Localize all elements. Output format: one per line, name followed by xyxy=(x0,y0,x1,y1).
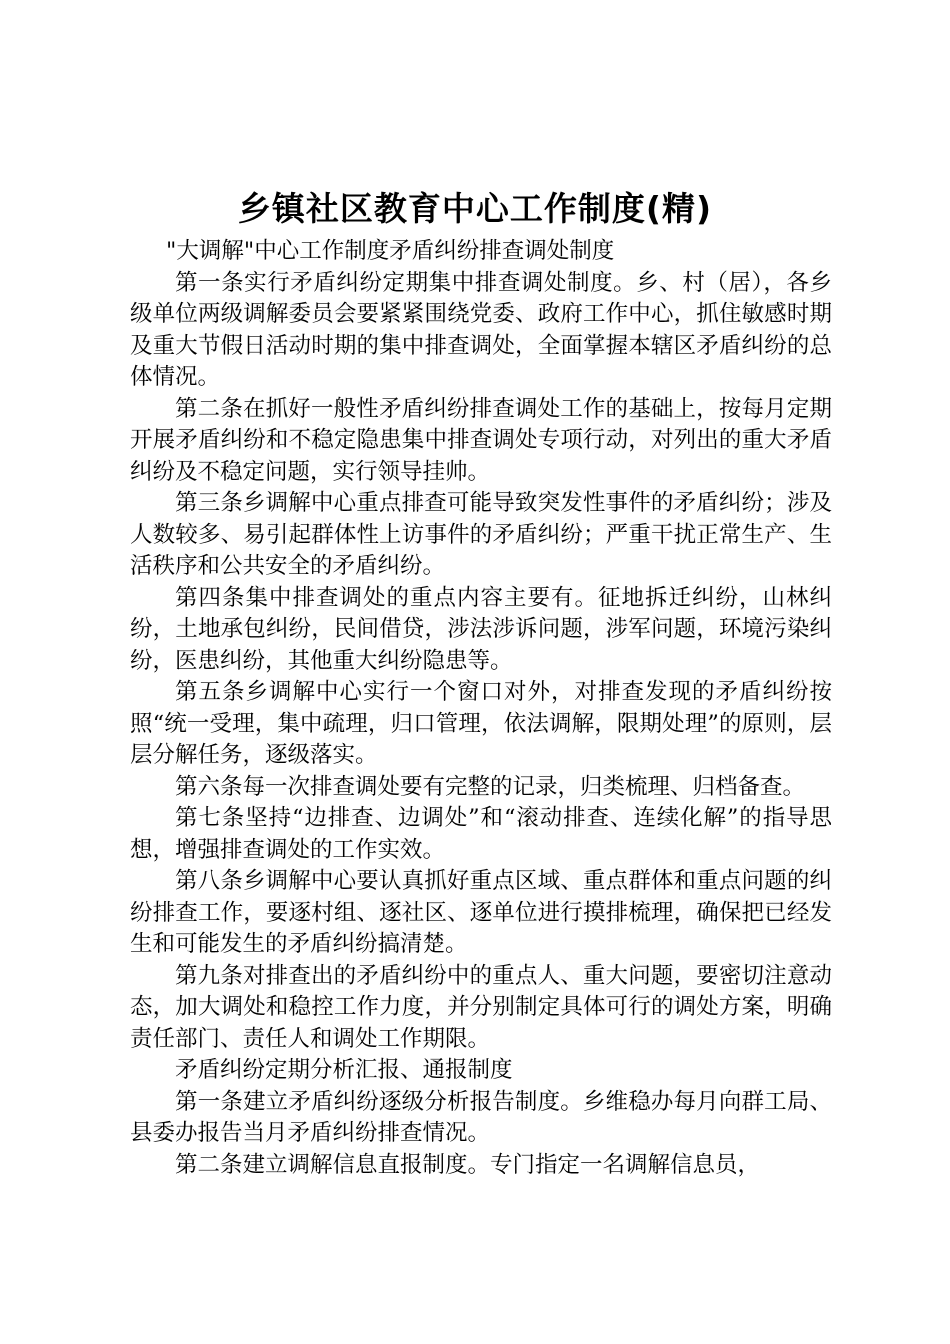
paragraph: 第三条乡调解中心重点排查可能导致突发性事件的矛盾纠纷；涉及人数较多、易引起群体性上访事件的矛盾纠纷；严重干扰正常生产、生活秩序和公共安全的矛盾纠纷。 xyxy=(130,490,832,579)
paragraph-subtitle: "大调解"中心工作制度矛盾纠纷排查调处制度 xyxy=(166,238,615,264)
paragraph: 第一条建立矛盾纠纷逐级分析报告制度。乡维稳办每月向群工局、县委办报告当月矛盾纠纷排查情况。 xyxy=(130,1088,832,1146)
section-heading: 矛盾纠纷定期分析汇报、通报制度 xyxy=(175,1057,513,1083)
paragraph: 第二条建立调解信息直报制度。专门指定一名调解信息员， xyxy=(175,1151,761,1178)
paragraph: 第五条乡调解中心实行一个窗口对外，对排查发现的矛盾纠纷按照“统一受理，集中疏理，归口管理，依法调解，限期处理”的原则，层层分解任务，逐级落实。 xyxy=(130,679,832,768)
paragraph: 第六条每一次排查调处要有完整的记录，归类梳理、归档备查。 xyxy=(175,773,806,800)
paragraph: 第七条坚持“边排查、边调处”和“滚动排查、连续化解”的指导思想，增强排查调处的工作实效。 xyxy=(130,805,832,863)
paragraph: 第四条集中排查调处的重点内容主要有。征地拆迁纠纷，山林纠纷，土地承包纠纷，民间借贷，涉法涉诉问题，涉军问题，环境污染纠纷，医患纠纷，其他重大纠纷隐患等。 xyxy=(130,584,832,674)
document-body xyxy=(130,236,832,1181)
document-title: 乡镇社区教育中心工作制度(精) xyxy=(237,189,713,228)
paragraph: 第八条乡调解中心要认真抓好重点区域、重点群体和重点问题的纠纷排查工作，要逐村组、逐社区、逐单位进行摸排梳理，确保把已经发生和可能发生的矛盾纠纷搞清楚。 xyxy=(130,868,832,957)
paragraph: 第九条对排查出的矛盾纠纷中的重点人、重大问题，要密切注意动态，加大调处和稳控工作力度，并分别制定具体可行的调处方案，明确责任部门、责任人和调处工作期限。 xyxy=(130,962,832,1052)
paragraph: 第二条在抓好一般性矛盾纠纷排查调处工作的基础上，按每月定期开展矛盾纠纷和不稳定隐患集中排查调处专项行动，对列出的重大矛盾纠纷及不稳定问题，实行领导挂帅。 xyxy=(130,395,832,485)
paragraph: 第一条实行矛盾纠纷定期集中排查调处制度。乡、村（居），各乡级单位两级调解委员会要紧紧围绕党委、政府工作中心，抓住敏感时期及重大节假日活动时期的集中排查调处，全面掌握本辖区矛盾纠纷的总体情况。 xyxy=(130,269,832,390)
